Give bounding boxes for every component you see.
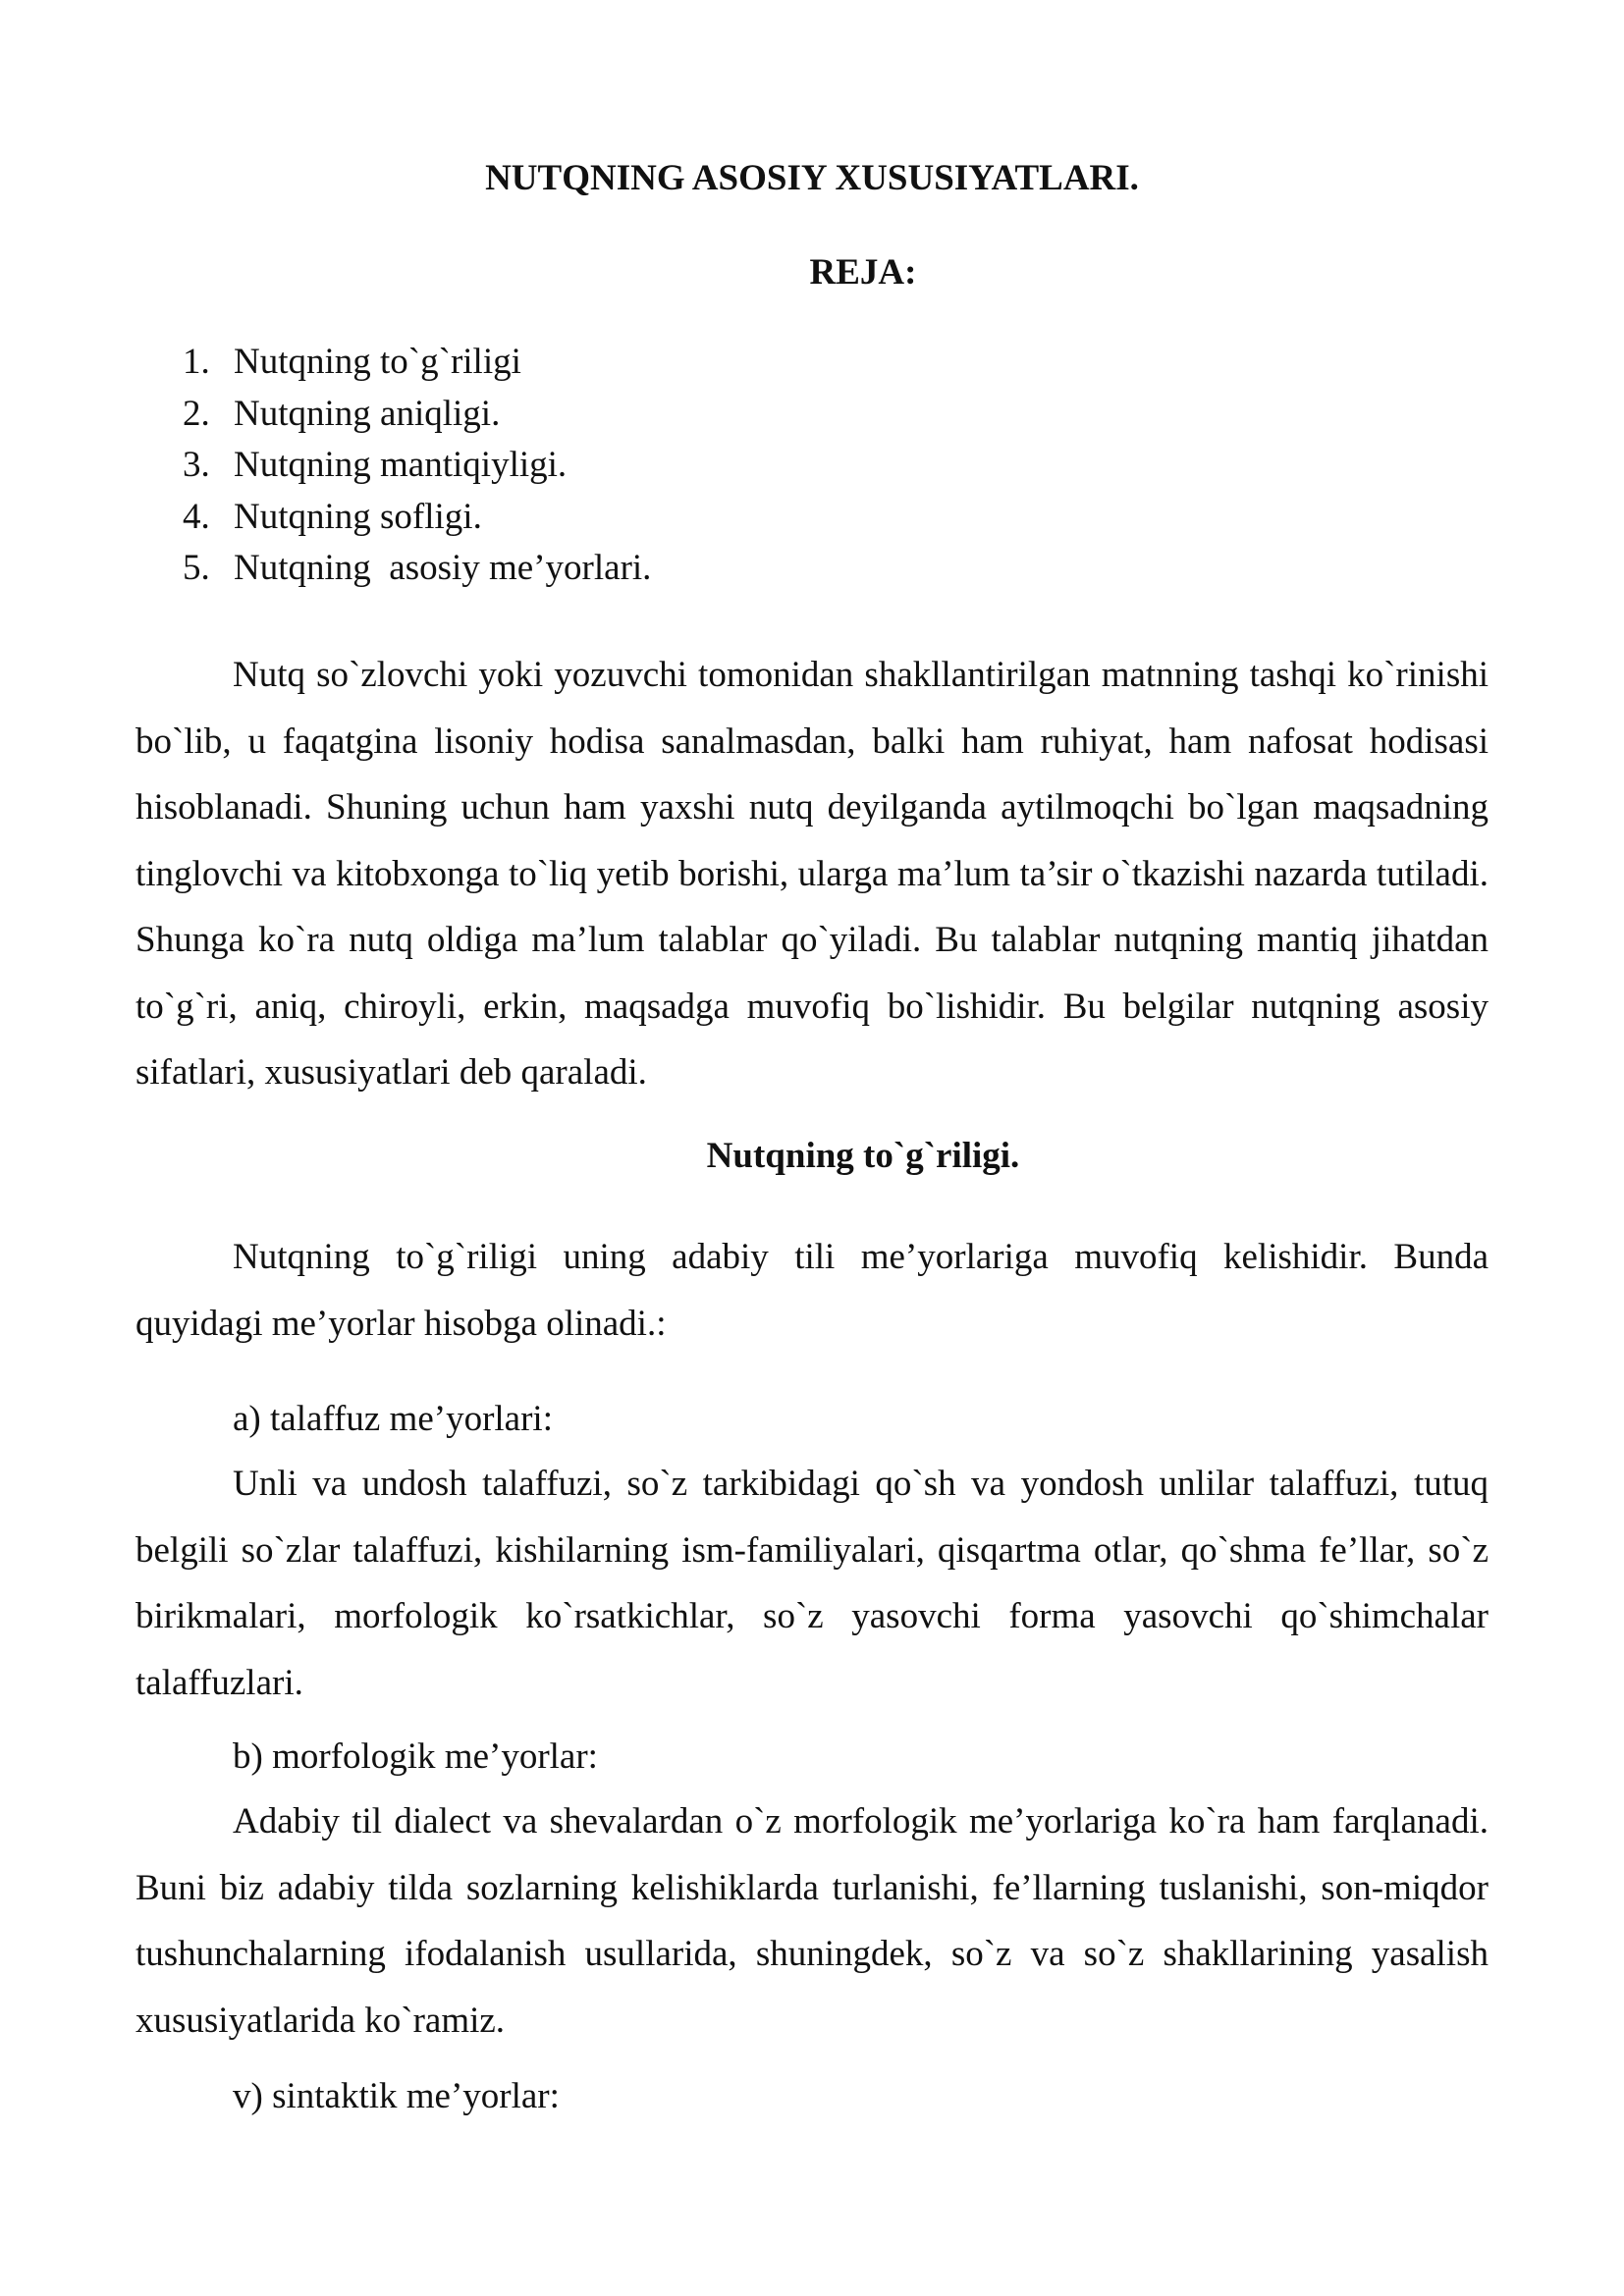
plan-item-text: Nutqning aniqligi. <box>234 393 501 434</box>
norm-a-text: Unli va undosh talaffuzi, so`z tarkibidagi qo`sh va yondosh unlilar talaffuzi, tutuq belgili so`zlar talaffuzi, kishilarning ism-familiyalari, qisqartma otlar, qo`shma fe’llar, so`z birikmalari, morfologik ko`rsatkichlar, so`z yasovchi forma yasovchi qo`shimchalar talaffuzlari. <box>135 1464 1489 1703</box>
document-title: NUTQNING ASOSIY XUSUSIYATLARI. <box>485 158 1139 198</box>
plan-item-number: 3. <box>183 445 210 485</box>
plan-item-number: 5. <box>183 548 210 588</box>
section-paragraph: Nutqning to`g`riligi uning adabiy tili me’yorlariga muvofiq kelishidir. Bunda quyidagi me’yorlar hisobga olinadi.: <box>135 1237 1489 1344</box>
plan-item <box>0 389 1624 441</box>
norm-v-label: v) sintaktik me’yorlar: <box>233 2076 560 2116</box>
plan-item <box>0 492 1624 544</box>
norm-a-label: a) talaffuz me’yorlari: <box>233 1399 553 1439</box>
plan-item <box>0 337 1624 389</box>
intro-paragraph: Nutq so`zlovchi yoki yozuvchi tomonidan shakllantirilgan matnning tashqi ko`rinishi bo`lib, u faqatgina lisoniy hodisa sanalmasdan, balki ham ruhiyat, ham nafosat hodisasi hisoblanadi. Shuning uchun ham yaxshi nutq deyilganda aytilmoqchi bo`lgan maqsadning tinglovchi va kitobxonga to`liq yetib borishi, ularga ma’lum ta’sir o`tkazishi nazarda tutiladi. Shunga ko`ra nutq oldiga ma’lum talablar qo`yiladi. Bu talablar nutqning mantiq jihatdan to`g`ri, aniq, chiroyli, erkin, maqsadga muvofiq bo`lishidir. Bu belgilar nutqning asosiy sifatlari, xususiyatlari deb qaraladi. <box>135 655 1489 1093</box>
plan-item-number: 4. <box>183 496 210 537</box>
plan-item <box>0 440 1624 492</box>
plan-item-text: Nutqning sofligi. <box>234 496 482 537</box>
plan-item <box>0 543 1624 595</box>
plan-list <box>0 337 1624 595</box>
plan-item-text: Nutqning asosiy me’yorlari. <box>234 548 652 588</box>
plan-item-number: 2. <box>183 393 210 434</box>
plan-item-text: Nutqning to`g`riligi <box>234 342 521 382</box>
plan-item-number: 1. <box>183 342 210 382</box>
plan-item-text: Nutqning mantiqiyligi. <box>234 445 568 485</box>
norm-b-label: b) morfologik me’yorlar: <box>233 1736 598 1777</box>
section-heading: Nutqning to`g`riligi. <box>706 1136 1020 1176</box>
plan-heading: REJA: <box>809 252 917 293</box>
norm-b-text: Adabiy til dialect va shevalardan o`z morfologik me’yorlariga ko`ra ham farqlanadi. Buni biz adabiy tilda sozlarning kelishiklarda turlanishi, fe’llarning tuslanishi, son-miqdor tushunchalarning ifodalanish usullarida, shuningdek, so`z va so`z shakllarining yasalish xususiyatlarida ko`ramiz. <box>135 1801 1489 2041</box>
